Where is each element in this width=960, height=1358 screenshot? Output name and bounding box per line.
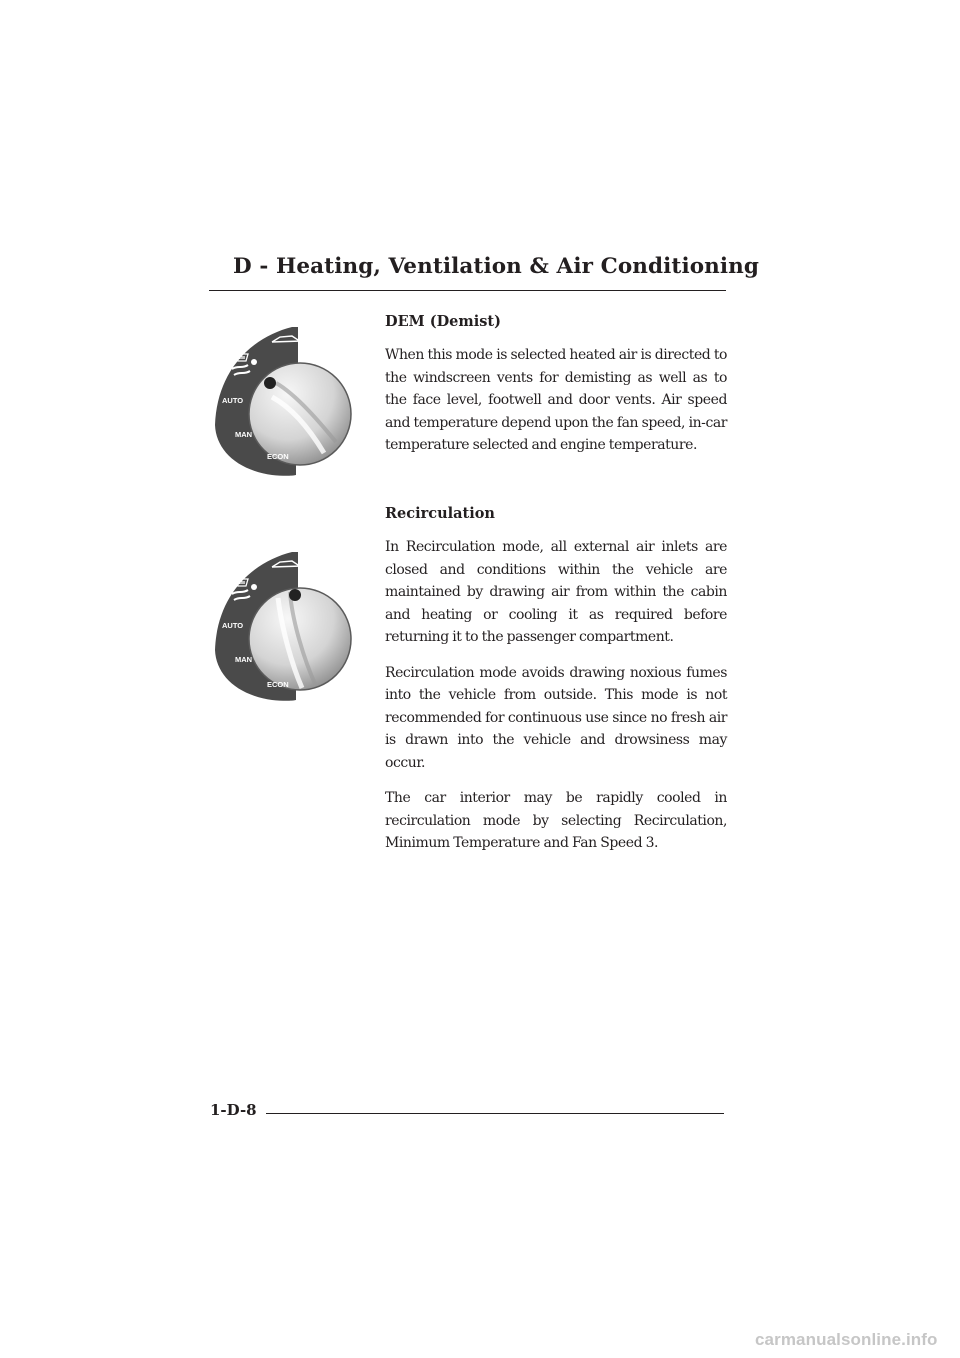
header-rule (209, 290, 726, 291)
chapter-title: D - Heating, Ventilation & Air Conditioning (233, 254, 760, 279)
knob-indicator-dot (289, 589, 301, 601)
knob-label-man: MAN (235, 430, 253, 439)
recirculation-paragraph-3: The car interior may be rapidly cooled in recirculation mode by selecting Recirculation, Minimum Temperature and Fan Speed 3. (385, 790, 727, 851)
dem-paragraph-1: When this mode is selected heated air is directed to the windscreen vents for demisting as well as to the face level, footwell and door vents. Air speed and temperature depend upon the fan speed, in-car temperature selected and engine temperature. (385, 347, 727, 453)
recirculation-paragraph-2: Recirculation mode avoids drawing noxious fumes into the vehicle from outside. This mode is not recommended for continuous use since no fresh air is drawn into the vehicle and drowsiness may occur. (385, 664, 727, 771)
watermark: carmanualsonline.info (755, 1330, 938, 1349)
knob-label-man: MAN (235, 655, 253, 664)
section-heading-dem: DEM (Demist) (385, 313, 501, 330)
rotary-knob (249, 363, 351, 465)
knob-indicator-dot (264, 377, 276, 389)
section-dem (385, 313, 727, 470)
section-recirculation (385, 505, 727, 868)
knob-label-auto: AUTO (222, 621, 244, 630)
footer-rule (266, 1113, 724, 1114)
knob-label-econ: ECON (267, 680, 289, 689)
section-heading-recirculation: Recirculation (385, 505, 495, 522)
knob-label-econ: ECON (267, 452, 289, 461)
page-number: 1-D-8 (210, 1101, 257, 1119)
knob-label-auto: AUTO (222, 396, 244, 405)
recirculation-paragraph-1: In Recirculation mode, all external air inlets are closed and conditions within the vehicle are maintained by drawing air from within the cabin and heating or cooling it as required before returning it to the passenger compartment. (385, 539, 727, 645)
climate-control-knob-dem (212, 325, 354, 477)
climate-control-knob-recirculation (212, 550, 354, 702)
